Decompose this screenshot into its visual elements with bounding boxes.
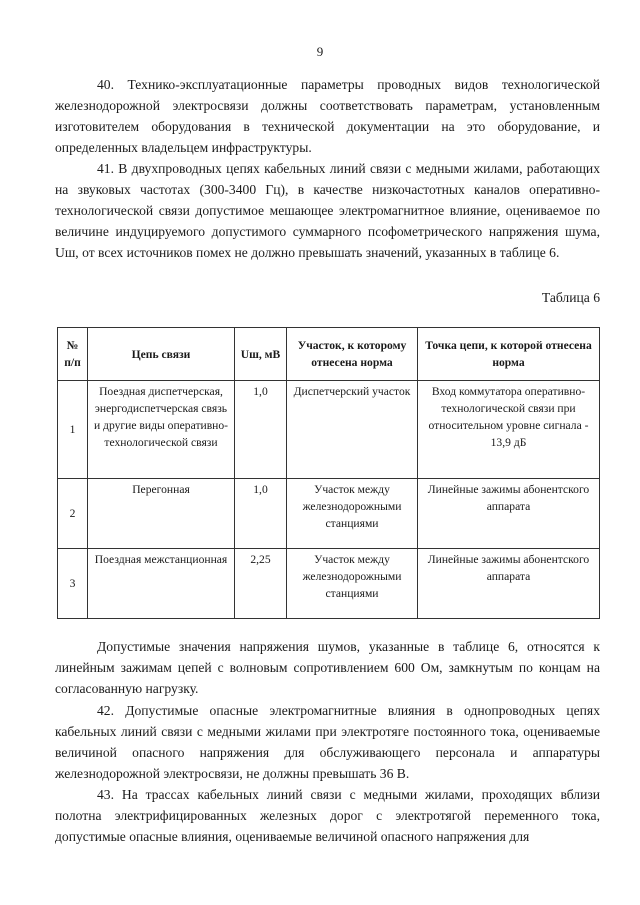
row-num: 1	[58, 381, 88, 479]
row-voltage: 1,0	[235, 479, 287, 549]
noise-norms-table	[57, 327, 600, 619]
paragraph-after-table: Допустимые значения напряжения шумов, указанные в таблице 6, относятся к линейным зажимам цепей с волновым сопротивлением 600 Ом, замкнутым по концам на согласованную нагрузку.	[55, 639, 600, 696]
header-voltage: Uш, мВ	[235, 328, 287, 381]
row-num: 2	[58, 479, 88, 549]
table-row	[58, 381, 600, 479]
row-num: 3	[58, 549, 88, 619]
page-number: 9	[316, 44, 324, 59]
table-row	[58, 479, 600, 549]
row-voltage: 2,25	[235, 549, 287, 619]
row-circuit: Перегонная	[88, 479, 235, 549]
paragraph-42: 42. Допустимые опасные электромагнитные влияния в однопроводных цепях кабельных линий связи с медными жилами при электротяге постоянного тока, оцениваемые величиной опасного напряжения для обслуживающего персонала и аппаратуры железнодорожной электросвязи, не должны превышать 36 В.	[55, 703, 600, 781]
table-header-row	[58, 328, 600, 381]
paragraph-41: 41. В двухпроводных цепях кабельных линий связи с медными жилами, работающих на звуковых частотах (300-3400 Гц), в качестве низкочастотных каналов оперативно-технологической связи допустимое мешающее электромагнитное влияние, оцениваемое по величине индуцируемого допустимого суммарного псофометрического напряжения шума, Uш, от всех источников помех не должно превышать значений, указанных в таблице 6.	[55, 161, 600, 260]
row-section: Участок между железнодорожными станциями	[287, 479, 418, 549]
row-circuit: Поездная диспетчерская, энергодиспетчерская связь и другие виды оперативно-технологической связи	[88, 381, 235, 479]
row-voltage: 1,0	[235, 381, 287, 479]
row-section: Участок между железнодорожными станциями	[287, 549, 418, 619]
paragraph-40: 40. Технико-эксплуатационные параметры проводных видов технологической железнодорожной электросвязи должны соответствовать параметрам, установленным изготовителем оборудования в технической документации на это оборудование, и определенных владельцем инфраструктуры.	[55, 77, 600, 155]
table-row	[58, 549, 600, 619]
table-caption: Таблица 6	[541, 290, 600, 305]
header-circuit: Цепь связи	[88, 328, 235, 381]
row-point: Вход коммутатора оперативно-технологической связи при относительном уровне сигнала - 13,9 дБ	[418, 381, 600, 479]
header-num: № п/п	[58, 328, 88, 381]
row-point: Линейные зажимы абонентского аппарата	[418, 479, 600, 549]
paragraph-43: 43. На трассах кабельных линий связи с медными жилами, проходящих вблизи полотна электрифицированных железных дорог с электротягой переменного тока, допустимые опасные влияния, оцениваемые величиной опасного напряжения для	[55, 787, 600, 844]
row-section: Диспетчерский участок	[287, 381, 418, 479]
row-point: Линейные зажимы абонентского аппарата	[418, 549, 600, 619]
row-circuit: Поездная межстанционная	[88, 549, 235, 619]
header-section: Участок, к которому отнесена норма	[287, 328, 418, 381]
header-point: Точка цепи, к которой отнесена норма	[418, 328, 600, 381]
